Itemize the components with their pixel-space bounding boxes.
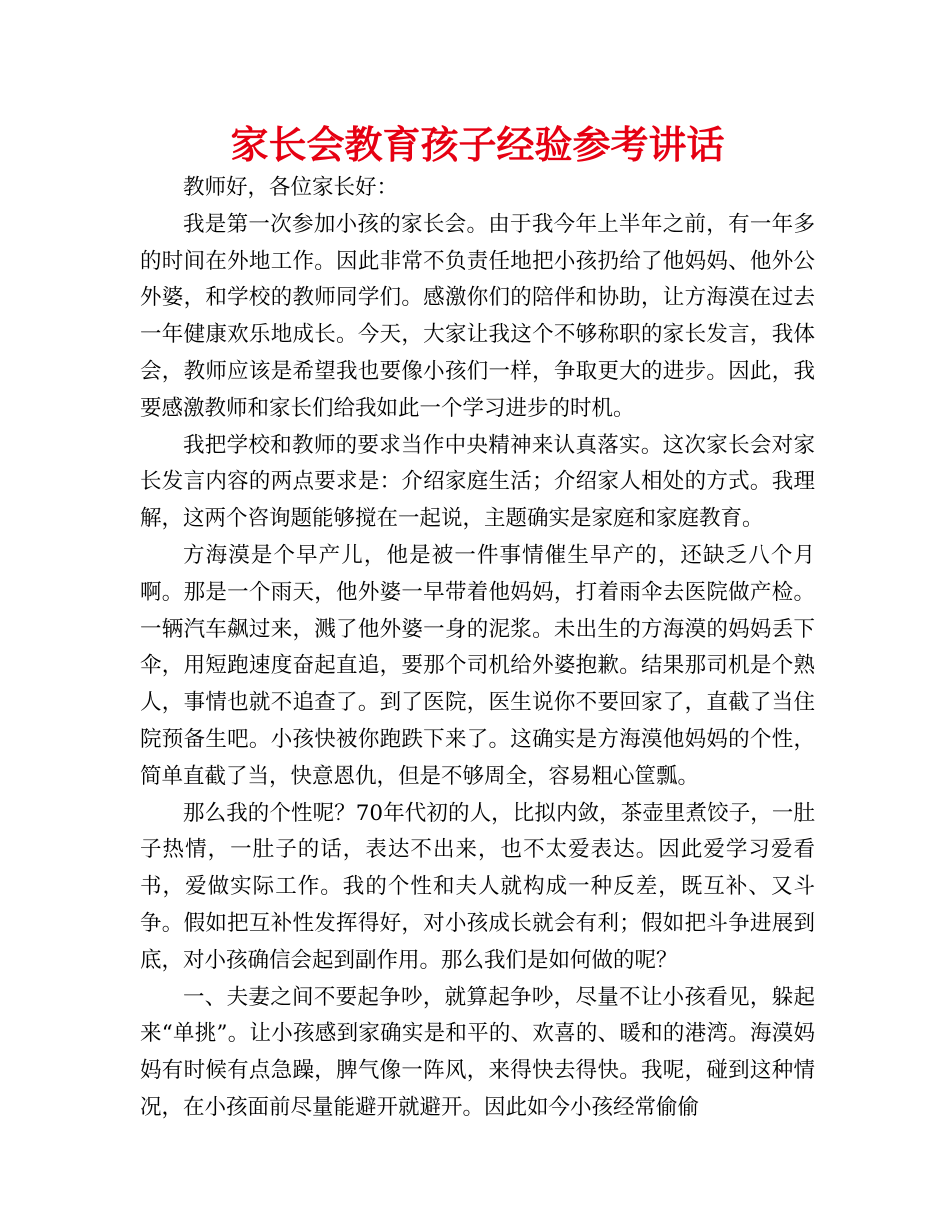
body-paragraph: 我把学校和教师的要求当作中央精神来认真落实。这次家长会对家长发言内容的两点要求是：介绍家庭生活；介绍家人相处的方式。我理解，这两个咨询题能够搅在一起说，主题确实是家庭和家庭教育。 [140,432,815,532]
document-title: 家长会教育孩子经验参考讲话 [230,123,725,167]
body-paragraph: 我是第一次参加小孩的家长会。由于我今年上半年之前，有一年多的时间在外地工作。因此非常不负责任地把小孩扔给了他妈妈、他外公外婆，和学校的教师同学们。感激你们的陪伴和协助，让方海漠在过去一年健康欢乐地成长。今天，大家让我这个不够称职的家长发言，我体会，教师应该是希望我也要像小孩们一样，争取更大的进步。因此，我要感激教师和家长们给我如此一个学习进步的时机。 [140,211,815,421]
body-paragraph: 那么我的个性呢？70年代初的人，比拟内敛，茶壶里煮饺子，一肚子热情，一肚子的话，表达不出来，也不太爱表达。因此爱学习爱看书，爱做实际工作。我的个性和夫人就构成一种反差，既互补、又斗争。假如把互补性发挥得好，对小孩成长就会有利；假如把斗争进展到底，对小孩确信会起到副作用。那么我们是如何做的呢？ [140,800,815,973]
body-paragraph: 方海漠是个早产儿，他是被一件事情催生早产的，还缺乏八个月啊。那是一个雨天，他外婆一早带着他妈妈，打着雨伞去医院做产检。一辆汽车飙过来，溅了他外婆一身的泥浆。未出生的方海漠的妈妈丢下伞，用短跑速度奋起直追，要那个司机给外婆抱歉。结果那司机是个熟人，事情也就不追查了。到了医院，医生说你不要回家了，直截了当住院预备生吧。小孩快被你跑跌下来了。这确实是方海漠他妈妈的个性，简单直截了当，快意恩仇，但是不够周全，容易粗心筐瓢。 [140,542,815,789]
greeting-paragraph: 教师好，各位家长好： [183,175,399,200]
document-page [140,120,815,1127]
body-paragraph: 一、夫妻之间不要起争吵，就算起争吵，尽量不让小孩看见，躲起来“单挑”。让小孩感到家确实是和平的、欢喜的、暖和的港湾。海漠妈妈有时候有点急躁，脾气像一阵风，来得快去得快。我呢，碰到这种情况，在小孩面前尽量能避开就避开。因此如今小孩经常偷偷 [140,984,815,1120]
document-body [140,170,815,1127]
